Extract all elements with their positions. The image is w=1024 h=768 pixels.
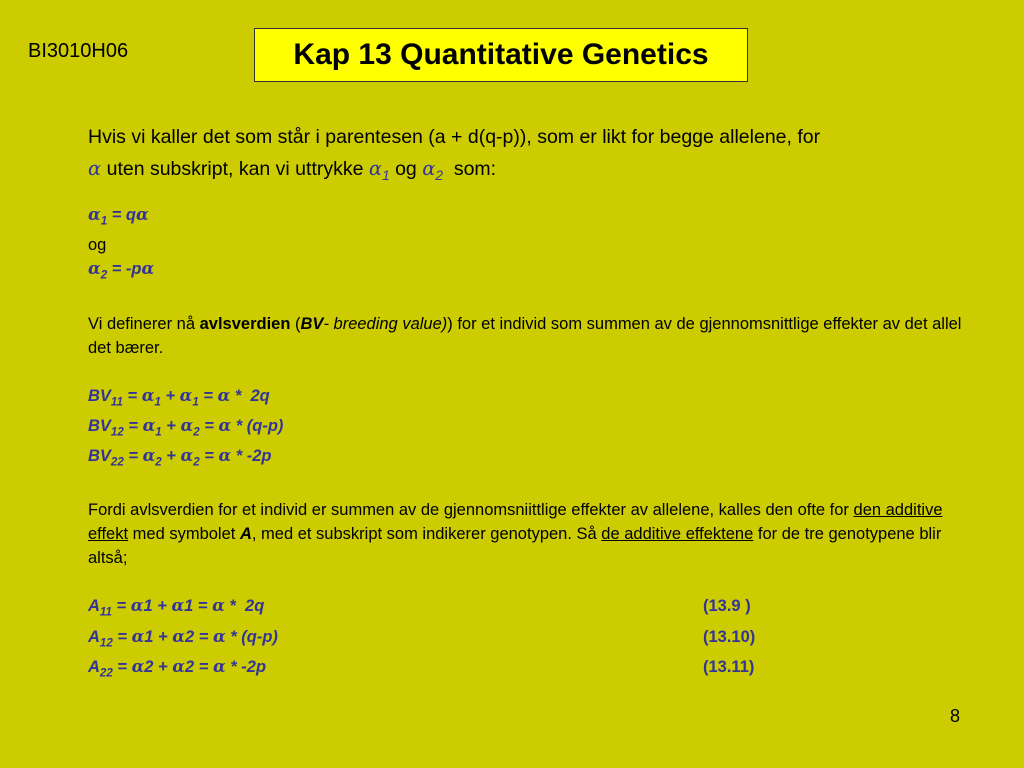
additive-effects-term: de additive effektene [601, 525, 754, 544]
symbol-A: A [239, 525, 252, 544]
bv-abbrev: BV [300, 314, 324, 333]
bv11-equation: $BV_{11} = \alpha_1 + \alpha_1 = \alpha * 2q$ [88, 385, 270, 408]
avlsverdien-term: avlsverdien [199, 314, 291, 333]
equation-number: (13.10) [703, 627, 756, 646]
som-text: som: [453, 158, 497, 180]
additive-effect-paragraph: Fordi avlsverdien for et individ er summen av de gjennomsniittlige effekter av allelene, kalles den ofte for den additive effekt med symbolet A, med et subskript som indikerer genotypen. Så de additive effektene for de tre genotypene blir altså; [88, 501, 943, 568]
slide-title: Kap 13 Quantitative Genetics [293, 38, 709, 71]
alpha-symbol: α [368, 157, 383, 180]
equation-number: (13.9 ) [703, 597, 751, 616]
intro-line1: Hvis vi kaller det som står i parentesen (a + d(q-p)), som er likt for begge allelene, for [88, 126, 821, 148]
alpha-symbol: α [422, 157, 436, 180]
breeding-value-paragraph: Vi definerer nå avlsverdien (BV- breeding value)) for et individ som summen av de gjennomsnittlige effekter av det allel det bærer. [88, 314, 962, 357]
og-line: og [88, 236, 107, 255]
slide-title-box [254, 28, 748, 82]
slide-content [88, 203, 968, 685]
alpha-symbol: α [88, 157, 102, 180]
additive-effect-term: den additive effekt [88, 501, 943, 544]
A22-equation: $A_{22} = \alpha 2 + \alpha 2 = \alpha * -2p$ (13.11) [88, 657, 755, 680]
bv12-equation: $BV_{12} = \alpha_1 + \alpha_2 = \alpha * (q-p)$ [88, 415, 284, 439]
intro-paragraph [88, 122, 968, 191]
intro-text2: uten subskript, kan vi uttrykke [106, 158, 364, 180]
og-text: og [395, 158, 417, 180]
bv22-equation: $BV_{22} = \alpha_2 + \alpha_2 = \alpha * -2p$ [88, 446, 272, 469]
alpha1-equation: $\alpha_1 = q\alpha$ [88, 205, 149, 228]
subscript-2: 2 [435, 167, 443, 183]
A11-equation: $A_{11} = \alpha 1 + \alpha 1 = \alpha * 2q$ (13.9 ) [88, 596, 751, 619]
course-code: BI3010H06 [28, 40, 129, 62]
A12-equation: $A_{12} = \alpha 1 + \alpha 2 = \alpha * (q-p)$ (13.10) [88, 626, 756, 650]
alpha2-equation: $\alpha_2 = -p\alpha$ [88, 259, 155, 282]
page-number: 8 [950, 706, 961, 726]
subscript-1: 1 [382, 167, 390, 183]
equation-number: (13.11) [703, 658, 755, 677]
